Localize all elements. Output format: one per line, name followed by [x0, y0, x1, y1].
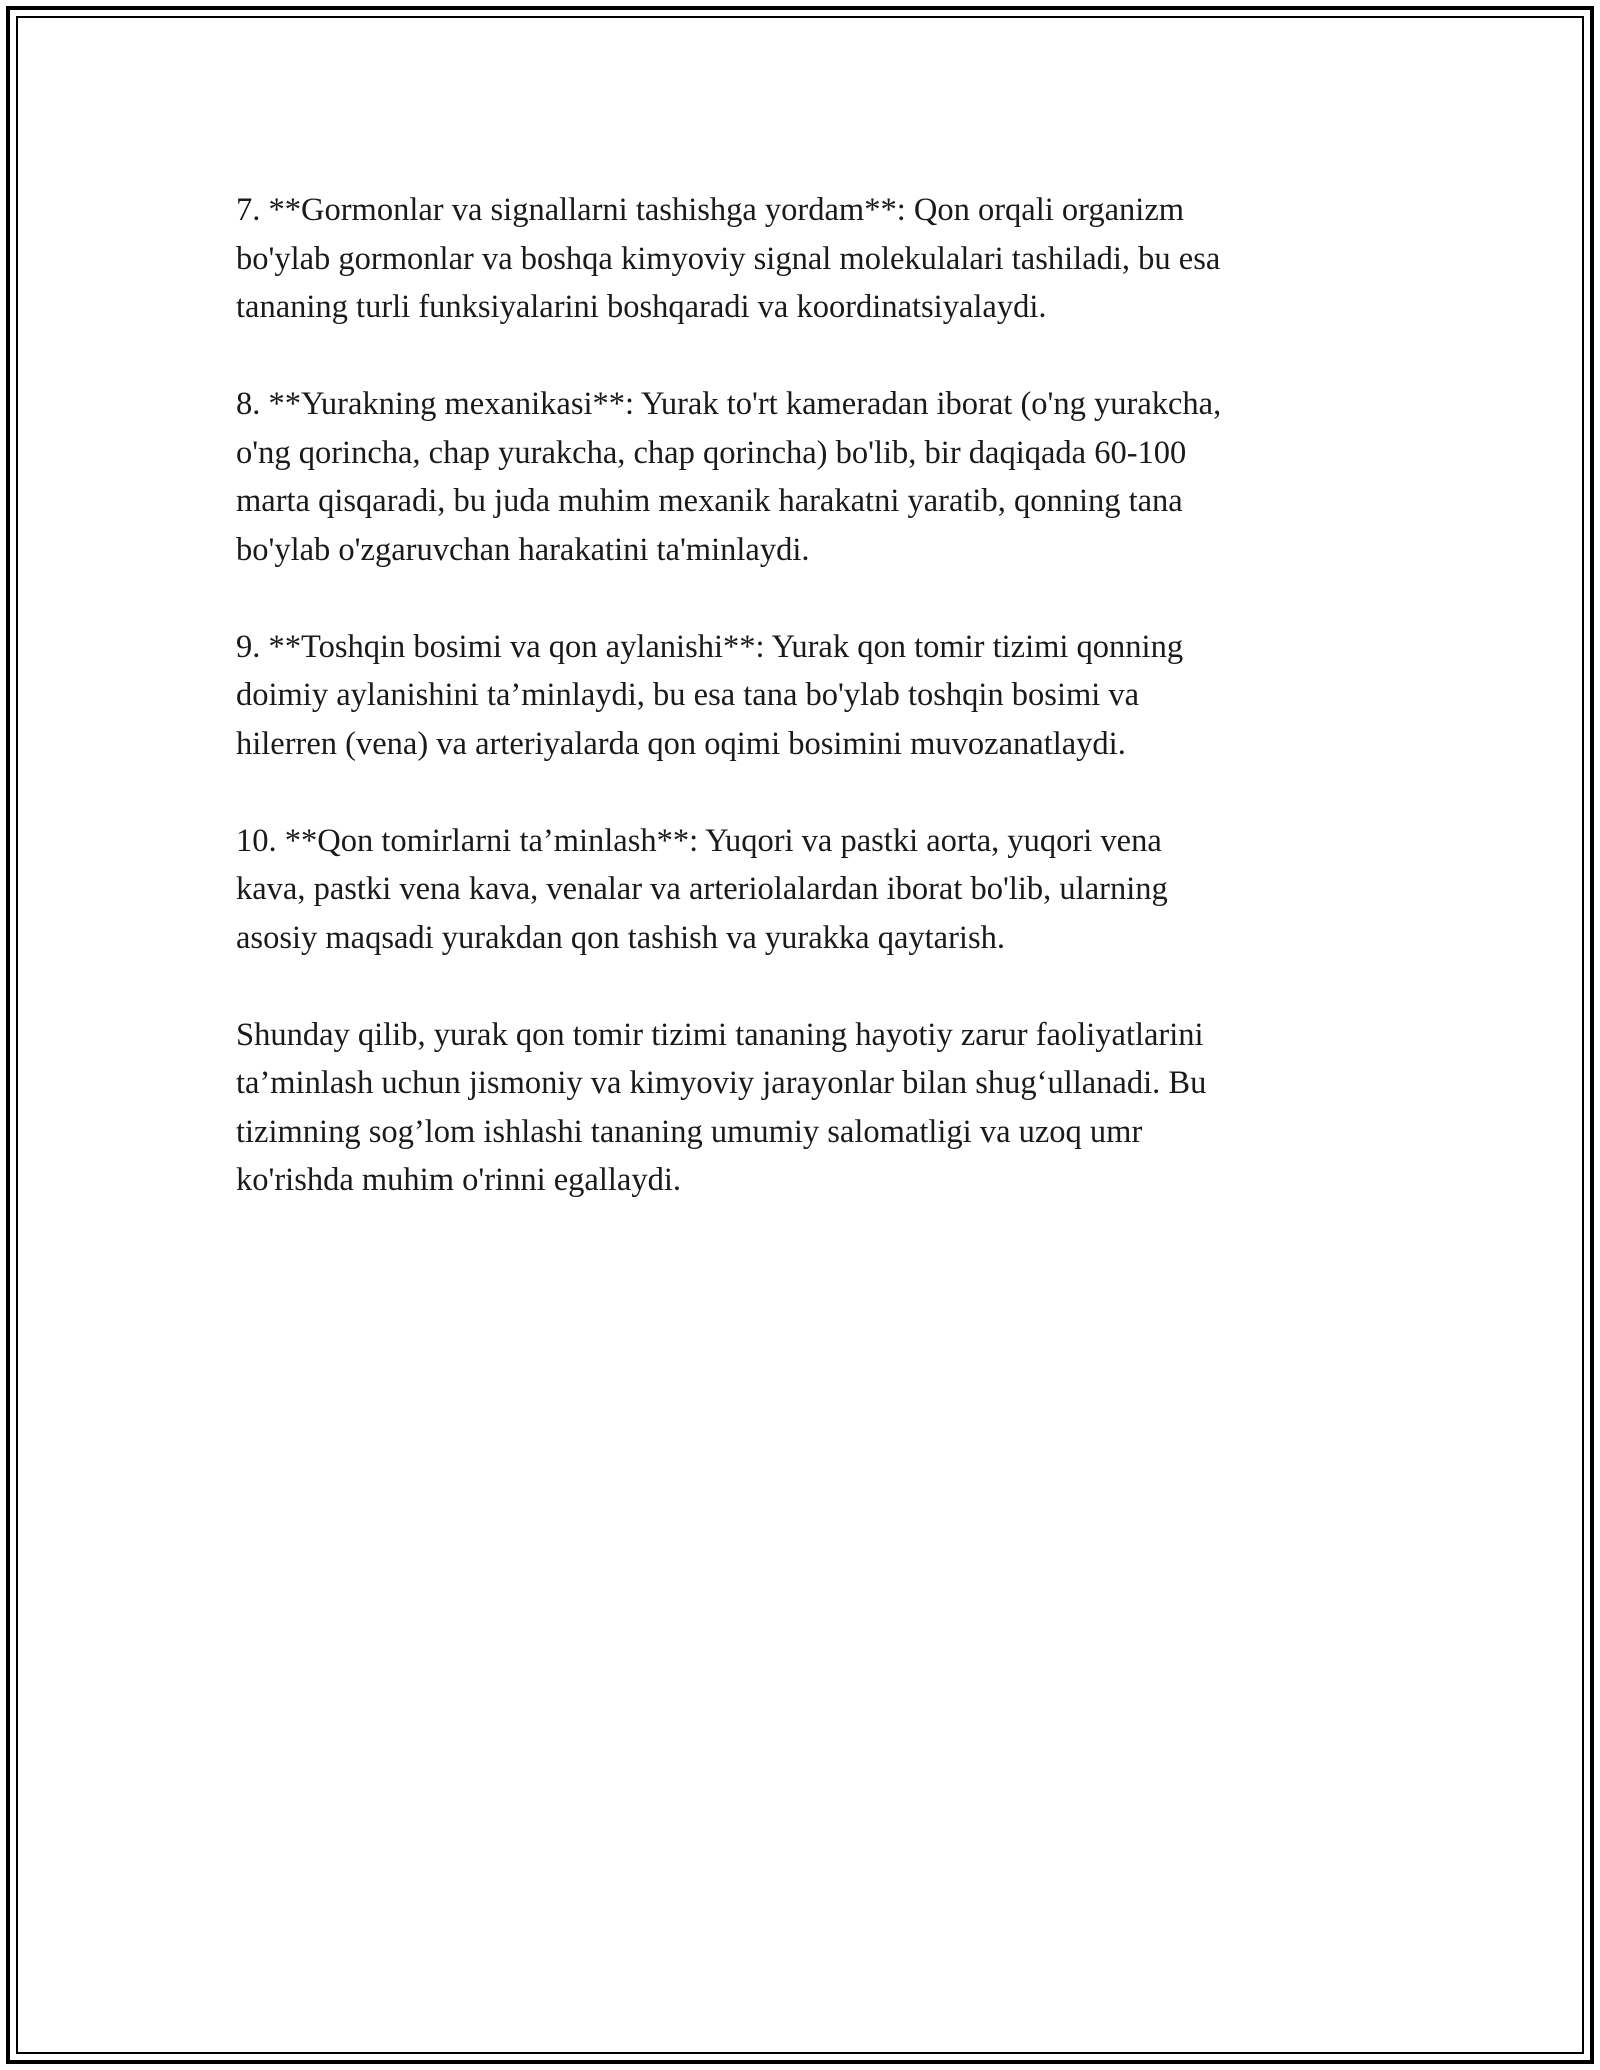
paragraph-conclusion: Shunday qilib, yurak qon tomir tizimi tananing hayotiy zarur faoliyatlarini ta’minlash uchun jismoniy va kimyoviy jarayonlar bilan shug‘ullanadi. Bu tizimning sog’lom ishlashi tananing umumiy salomatligi va uzoq umr ko'rishda muhim o'rinni egallaydi. — [236, 1016, 1207, 1198]
paragraph-item-8: 8. **Yurakning mexanikasi**: Yurak to'rt kameradan iborat (o'ng yurakcha, o'ng qorincha, chap yurakcha, chap qorincha) bo'lib, bir daqiqada 60-100 marta qisqaradi, bu juda muhim mexanik harakatni yaratib, qonning tana bo'ylab o'zgaruvchan harakatini ta'minlaydi. — [236, 386, 1222, 568]
paragraph-item-9: 9. **Toshqin bosimi va qon aylanishi**: Yurak qon tomir tizimi qonning doimiy aylanishini ta’minlaydi, bu esa tana bo'ylab toshqin bosimi va hilerren (vena) va arteriyalarda qon oqimi bosimini muvozanatlaydi. — [236, 628, 1184, 762]
paragraph-item-7: 7. **Gormonlar va signallarni tashishga yordam**: Qon orqali organizm bo'ylab gormonlar va boshqa kimyoviy signal molekulalari tashiladi, bu esa tananing turli funksiyalarini boshqaradi va koordinatsiyalaydi. — [236, 192, 1221, 325]
document-body — [236, 186, 1366, 1253]
paragraph-item-10: 10. **Qon tomirlarni ta’minlash**: Yuqori va pastki aorta, yuqori vena kava, pastki vena kava, venalar va arteriolalardan iborat bo'lib, ularning asosiy maqsadi yurakdan qon tashish va yurakka qaytarish. — [236, 822, 1168, 956]
